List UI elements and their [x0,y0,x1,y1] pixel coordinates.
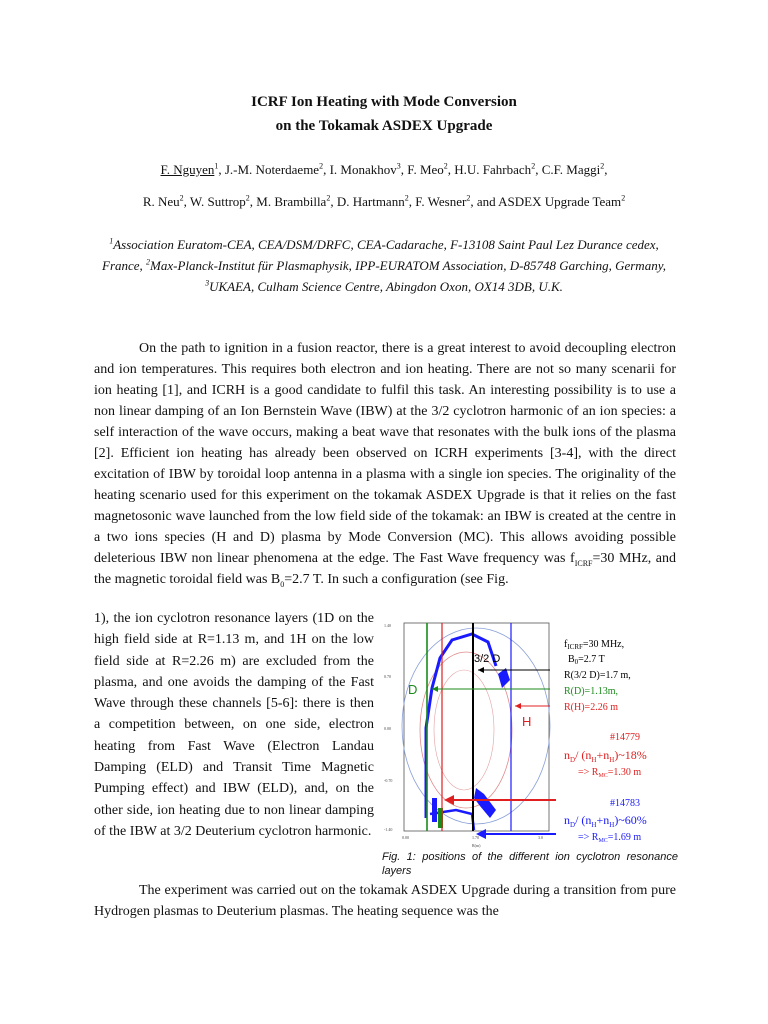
author-name: , W. Suttrop [183,194,246,209]
fig-note-freq: $f_{ICRF}=30$ MHz, [564,639,625,651]
fig-note-field: $B_0=2.7$ T [568,654,605,666]
subscript: 0 [280,579,285,589]
figure-1-caption: Fig. 1: positions of the different ion cyclotron resonance layers [382,851,678,877]
affil-marker: 2 [326,193,331,203]
affil-marker: 2 [600,161,605,171]
label-h: H [522,714,532,729]
label-32d: 3/2 D [474,653,501,665]
author-name: , F. Wesner [408,194,467,209]
author-name: , J.-M. Noterdaeme [218,162,320,177]
figure-1-plot [380,618,680,854]
fig-ratio-1: $n_D/$ $(n_H+n_H)\sim 18\%$ [564,748,647,764]
author-name: , D. Hartmann [330,194,405,209]
x-tick-label: 0.00 [402,835,409,840]
affiliations [100,234,668,297]
label-d: D [408,682,418,697]
paragraph-text: The experiment was carried out on the tokamak ASDEX Upgrade during a transition from pure Hydrogen plasmas to Deuterium plasmas. The heating sequence was the [94,883,676,919]
affil-marker: 2 [146,257,151,267]
author-name: , H.U. Fahrbach [447,162,532,177]
y-tick-label: -0.70 [384,778,393,783]
x-axis-label: R(m) [472,843,481,848]
x-tick-label: 1.70 [472,835,479,840]
fig-note-r32d: R(3/2 D)=1.7 m, [564,670,631,681]
body-paragraph-1-continued: 1), the ion cyclotron resonance layers (1D on the high field side at R=1.13 m, and 1H on the low field side at R=2.26 m) are excluded from the plasma, and one avoids the damping of the Fast Wave through these channels [5-6]: there is then a competition between, on one side, electron heating from Fast Wave (Electron Landau Damping (ELD) and Transit Time Magnetic Pumping effect) and IBW (ELD), and, on the other side, ion heating due to non linear damping of the IBW at 3/2 Deuterium cyclotron harmonic. [94,611,374,839]
affil-marker: 2 [245,193,250,203]
fig-shot-1: #14779 [610,732,640,743]
fig-note-rh: R(H)=2.26 m [564,702,618,713]
author-list-line1 [0,160,768,180]
affil-marker: 3 [396,161,401,171]
affil-marker: 2 [404,193,409,203]
affiliation-text: Max-Planck-Institut für Plasmaphysik, IPP-EURATOM Association, D-85748 Garching, Germany, [150,258,666,273]
fig-mc-1: => $R_{MC}=1.30$ m [578,767,642,779]
coil-block-blue [432,798,437,822]
body-paragraph-1 [94,338,676,590]
author-list-line2 [0,192,768,212]
author-name: , M. Brambilla [249,194,327,209]
y-tick-label: 0.70 [384,674,391,679]
subscript: ICRF [574,558,593,568]
affil-marker: 2 [621,193,626,203]
author-name: , C.F. Maggi [535,162,601,177]
body-paragraph-2 [94,880,676,922]
affil-marker: 2 [443,161,448,171]
affiliation-text: Association Euratom-CEA, CEA/DSM/DRFC, CEA-Cadarache, F-13108 Saint Paul Lez Durance cedex, France, [102,237,659,273]
affil-marker: 2 [531,161,536,171]
x-tick-label: 3.0 [538,835,543,840]
paper-title-line2: on the Tokamak ASDEX Upgrade [275,118,493,134]
affil-marker: 2 [319,161,324,171]
author-name: , I. Monakhov [323,162,397,177]
author-name: F. Nguyen [160,162,215,177]
figure-1 [380,618,680,854]
affil-marker: 2 [179,193,184,203]
affil-marker: 1 [109,236,114,246]
y-tick-label: 0.00 [384,726,391,731]
fig-mc-2: => $R_{MC}=1.69$ m [578,832,642,844]
author-name: R. Neu [142,194,180,209]
fig-note-rd: R(D)=1.13m, [564,686,618,697]
author-name: , F. Meo [400,162,444,177]
affil-marker: 2 [466,193,471,203]
paper-title-line1: ICRF Ion Heating with Mode Conversion [251,94,517,110]
author-separator: , [604,162,608,177]
paragraph-text: =2.7 T. In such a configuration (see Fig. [284,572,509,587]
affil-marker: 3 [205,278,210,288]
y-tick-label: 1.40 [384,623,391,628]
author-name: , and ASDEX Upgrade Team [470,194,622,209]
paragraph-text: On the path to ignition in a fusion reactor, there is a great interest to avoid decoupling electron and ion temperatures. This requires both electron and ion heating. There are not so many scenarii for ion heating [1], and ICRH is a good candidate to fulfil this task. An interesting possibility is to use a non linear damping of an Ion Bernstein Wave (IBW) at the 3/2 cyclotron harmonic of an ion species: a self interaction of the wave occurs, making a beat wave that resonates with the bulk ions of the plasma [2]. Efficient ion heating has already been observed on ICRH experiments [3-4], with the direct excitation of IBW by toroidal loop antenna in a plasma with a single ion species. The originality of the heating scenario used for this experiment on the tokamak ASDEX Upgrade is that it relies on the fast magnetosonic wave launched from the low field side of the tokamak: an IBW is created at the centre in a two ions species (H and D) plasma by Mode Conversion (MC). This allows avoiding possible deleterious IBW non linear phenomena at the edge. The Fast Wave frequency was f [94,341,676,566]
fig-ratio-2: $n_D/$ $(n_H+n_H)\sim 60\%$ [564,813,647,829]
paragraph-text: =30 MHz, and the magnetic toroidal field was B [94,551,676,587]
fig-shot-2: #14783 [610,798,640,809]
affil-marker: 1 [214,161,219,171]
affiliation-text: UKAEA, Culham Science Centre, Abingdon Oxon, OX14 3DB, U.K. [209,279,563,294]
y-tick-label: -1.40 [384,827,393,832]
